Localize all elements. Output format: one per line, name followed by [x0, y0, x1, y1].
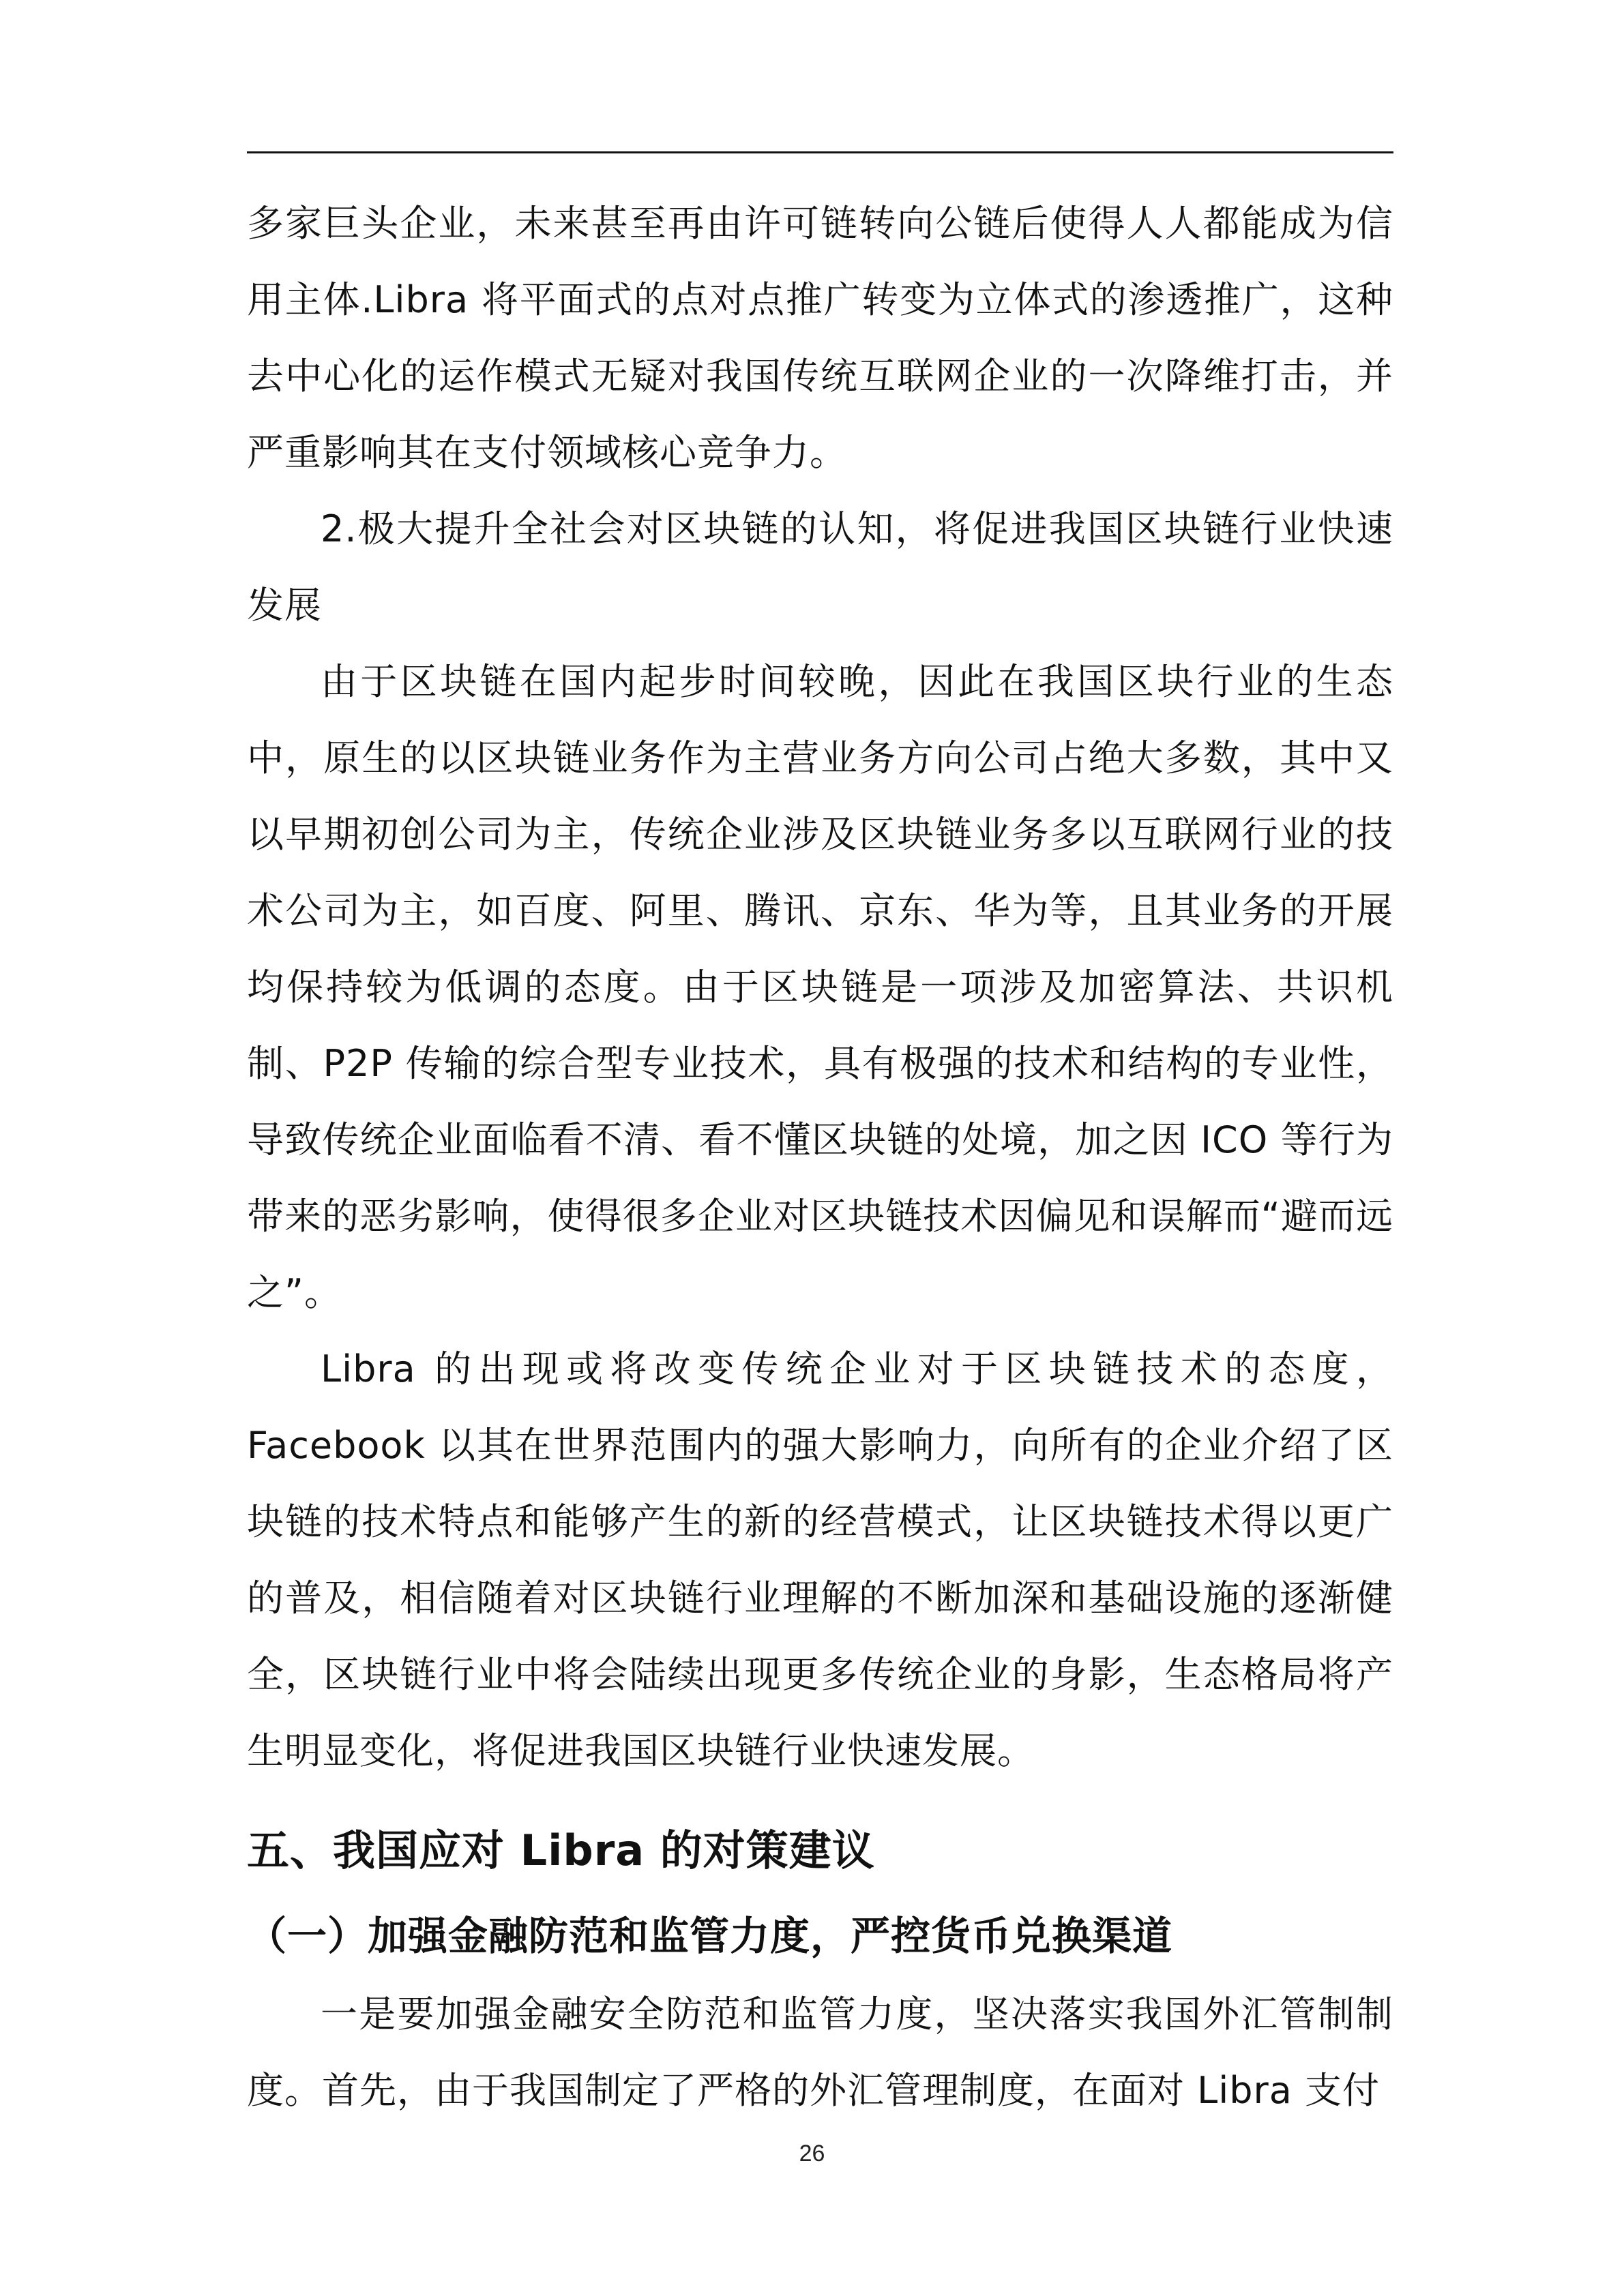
subsection-heading: （一）加强金融防范和监管力度，严控货币兑换渠道	[247, 1913, 1173, 1959]
header-rule	[247, 151, 1393, 153]
section-heading: 五、我国应对 Libra 的对策建议	[247, 1825, 875, 1875]
paragraph-body: Libra 的出现或将改变传统企业对于区块链技术的态度，Facebook 以其在世界范围内的强大影响力，向所有的企业介绍了区块链的技术特点和能够产生的新的经营模式，让区块链技术得以更广的普及，相信随着对区块链行业理解的不断加深和基础设施的逐渐健全，区块链行业中将会陆续出现更多传统企业的身影，生态格局将产生明显变化，将促进我国区块链行业快速发展。	[247, 1347, 1393, 1772]
paragraph-body: 一是要加强金融安全防范和监管力度，坚决落实我国外汇管制制度。首先，由于我国制定了严格的外汇管理制度，在面对 Libra 支付	[247, 1993, 1393, 2112]
paragraph-body: 由于区块链在国内起步时间较晚，因此在我国区块行业的生态中，原生的以区块链业务作为主营业务方向公司占绝大多数，其中又以早期初创公司为主，传统企业涉及区块链业务多以互联网行业的技术公司为主，如百度、阿里、腾讯、京东、华为等，且其业务的开展均保持较为低调的态度。由于区块链是一项涉及加密算法、共识机制、P2P 传输的综合型专业技术，具有极强的技术和结构的专业性，导致传统企业面临看不清、看不懂区块链的处境，加之因 ICO 等行为带来的恶劣影响，使得很多企业对区块链技术因偏见和误解而“避而远之”。	[247, 660, 1393, 1314]
paragraph-continued: 多家巨头企业，未来甚至再由许可链转向公链后使得人人都能成为信用主体.Libra 将平面式的点对点推广转变为立体式的渗透推广，这种去中心化的运作模式无疑对我国传统互联网企业的一次降维打击，并严重影响其在支付领域核心竞争力。	[247, 202, 1393, 474]
page-number: 26	[799, 2141, 825, 2166]
page-content	[247, 185, 1393, 2129]
numbered-point-heading: 2.极大提升全社会对区块链的认知，将促进我国区块链行业快速发展	[247, 507, 1393, 627]
